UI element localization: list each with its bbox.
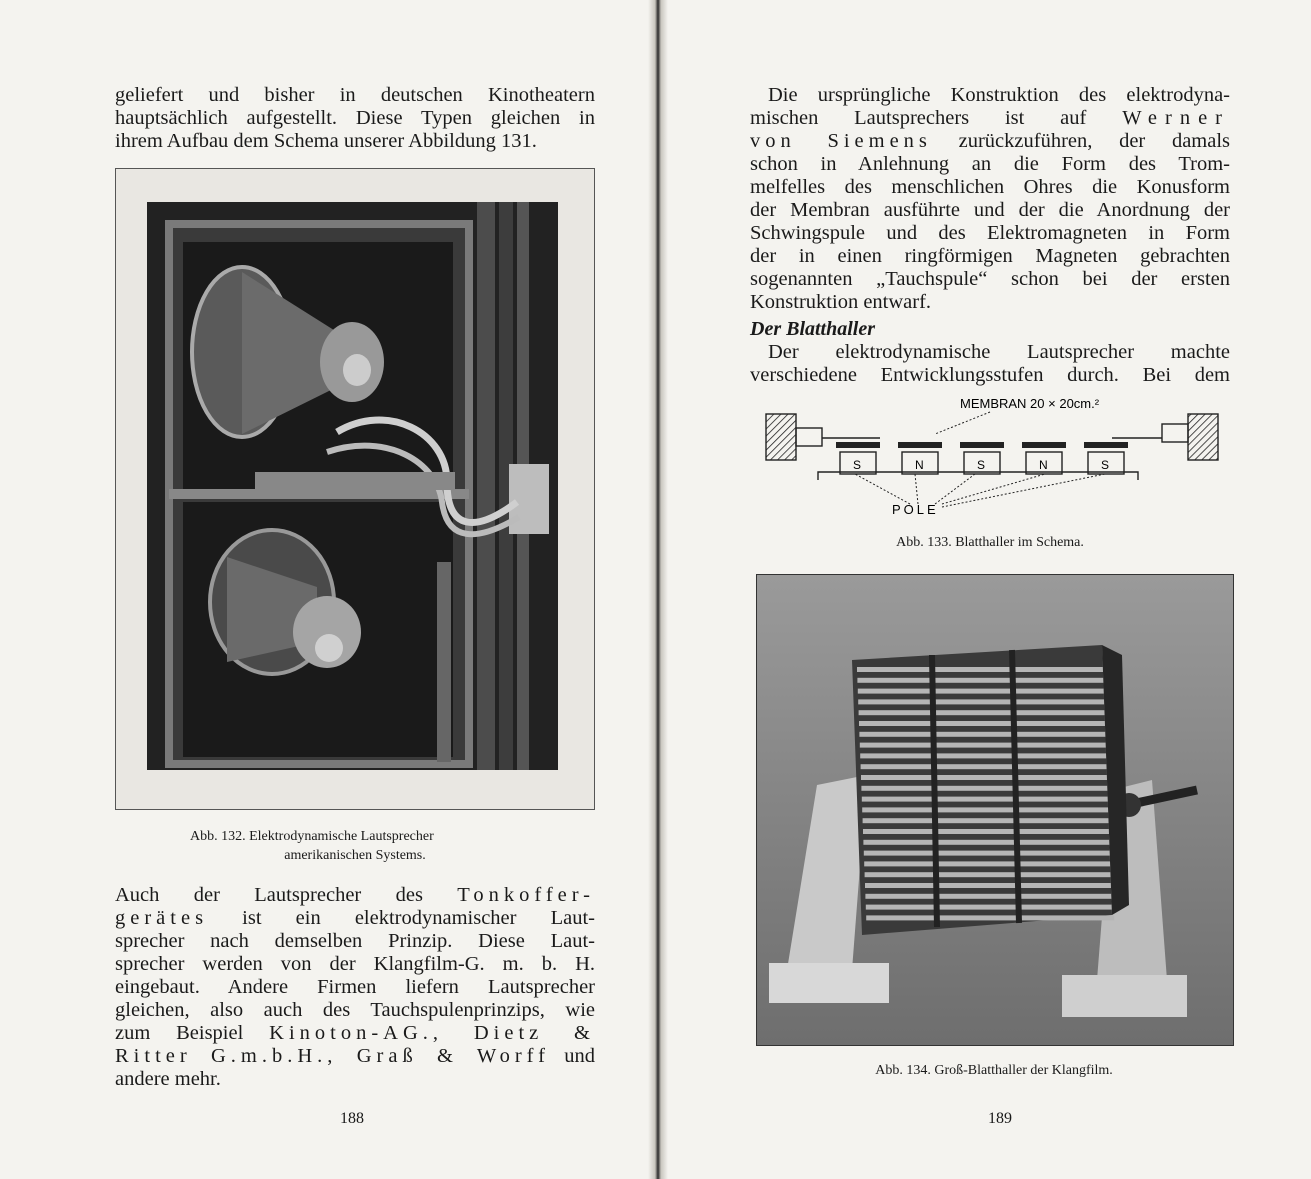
left-para-line-6: gleichen, also auch des Tauchspulenprinzips, wie <box>115 999 595 1021</box>
large-blatthaller-photo <box>757 575 1233 1045</box>
text-run: Auch der Lautsprecher des <box>115 884 423 906</box>
text-run: zum Beispiel <box>115 1022 244 1044</box>
spaced-text-run: gerätes <box>115 907 209 929</box>
grille-slat <box>864 861 1112 866</box>
grille-slat <box>863 840 1111 845</box>
grille-slat <box>861 775 1109 780</box>
right-para1-line-10: Konstruktion entwarf. <box>750 291 932 313</box>
book-gutter <box>648 0 668 1179</box>
right-para1-line-1: Die ursprüngliche Konstruktion des elektrodyna- <box>768 84 1230 106</box>
spaced-text-run: Ritter G.m.b.H., Graß & Worff <box>115 1045 550 1067</box>
figure-132-caption-line-1: Abb. 132. Elektrodynamische Lautsprecher <box>190 829 434 844</box>
left-page-number: 188 <box>340 1110 364 1127</box>
left-para-line-1 <box>115 884 595 907</box>
grille-slat <box>857 678 1105 683</box>
grille-slat <box>865 883 1113 888</box>
spaced-text-run: Werner <box>1122 107 1230 129</box>
grille-slat <box>865 894 1113 899</box>
left-para-line-2 <box>115 907 595 930</box>
left-para-line-3: sprecher nach demselben Prinzip. Diese Laut- <box>115 930 595 952</box>
grille-slat <box>863 829 1111 834</box>
right-para1-line-6: der Membran ausführte und der die Anordnung der <box>750 199 1230 221</box>
left-intro-line-2: hauptsächlich aufgestellt. Diese Typen gleichen in <box>115 107 595 129</box>
grille-slat <box>859 721 1107 726</box>
spaced-text-run: Tonkoffer- <box>457 884 595 906</box>
grille-slat <box>858 689 1106 694</box>
grille-slat <box>858 699 1106 704</box>
pole-label: S <box>853 458 862 472</box>
grille-slat <box>859 732 1107 737</box>
text-run: ist ein elektrodynamischer Laut- <box>242 907 595 929</box>
pole-label: N <box>915 458 924 472</box>
grille-slat <box>865 872 1113 877</box>
loudspeaker-cabinet-photo <box>147 202 558 770</box>
left-intro-line-1: geliefert und bisher in deutschen Kinotheatern <box>115 84 595 106</box>
figure-134-caption: Abb. 134. Groß-Blatthaller der Klangfilm. <box>875 1063 1113 1078</box>
right-para1-line-8: der in einen ringförmigen Magneten gebrachten <box>750 245 1230 267</box>
text-run: mischen Lautsprechers ist auf <box>750 107 1087 129</box>
figure-133-caption: Abb. 133. Blatthaller im Schema. <box>896 535 1084 550</box>
left-intro-line-3: ihrem Aufbau dem Schema unserer Abbildung 131. <box>115 130 537 152</box>
grille-slat <box>857 667 1105 672</box>
membrane-segment <box>898 442 942 448</box>
left-para-line-8 <box>115 1045 595 1068</box>
grille-slat <box>861 786 1109 791</box>
grille-slat <box>862 807 1110 812</box>
right-para1-line-2 <box>750 107 1230 130</box>
spaced-text-run: Kinoton-AG., Dietz & <box>269 1022 596 1044</box>
spaced-text-run: von Siemens <box>750 130 932 152</box>
membran-label: MEMBRAN 20 × 20cm.² <box>960 396 1100 411</box>
grille-slat <box>861 764 1109 769</box>
grille-slat <box>866 905 1114 910</box>
right-para1-line-3 <box>750 130 1230 153</box>
grille-slat <box>859 710 1107 715</box>
membrane-segment <box>960 442 1004 448</box>
membrane-segment <box>1022 442 1066 448</box>
figure-133-schematic <box>760 392 1230 522</box>
section-heading: Der Blatthaller <box>750 318 876 340</box>
membrane-segment <box>836 442 880 448</box>
membrane-segment <box>1084 442 1128 448</box>
left-para-line-7 <box>115 1022 595 1045</box>
right-para1-line-9: sogenannten „Tauchspule“ schon bei der ersten <box>750 268 1230 290</box>
figure-132-caption-line-2: amerikanischen Systems. <box>284 848 426 863</box>
right-page-number: 189 <box>988 1110 1012 1127</box>
text-run: und <box>564 1045 595 1067</box>
grille-slat <box>866 915 1114 920</box>
grille-slat <box>864 851 1112 856</box>
right-para2-line-2: verschiedene Entwicklungsstufen durch. Bei dem <box>750 364 1230 386</box>
grille-slat <box>863 818 1111 823</box>
left-para-line-4: sprecher werden von der Klangfilm-G. m. b. H. <box>115 953 595 975</box>
grille-slat <box>860 753 1108 758</box>
grille-slat <box>860 743 1108 748</box>
figure-134-photo <box>756 574 1234 1046</box>
left-para-line-5: eingebaut. Andere Firmen liefern Lautsprecher <box>115 976 595 998</box>
pole-label: S <box>977 458 986 472</box>
pole-caption: POLE <box>892 502 939 517</box>
figure-132-photo <box>147 202 558 770</box>
pole-label: S <box>1101 458 1110 472</box>
pole-label: N <box>1039 458 1048 472</box>
right-para1-line-7: Schwingspule und des Elektromagneten in Form <box>750 222 1230 244</box>
text-run: zurückzuführen, der damals <box>958 130 1231 152</box>
right-para1-line-5: melfelles des menschlichen Ohres die Konusform <box>750 176 1230 198</box>
grille-slat <box>862 797 1110 802</box>
right-para2-line-1: Der elektrodynamische Lautsprecher machte <box>768 341 1230 363</box>
membrane-segments <box>836 442 1128 474</box>
left-para-line-9: andere mehr. <box>115 1068 221 1090</box>
right-para1-line-4: schon in Anlehnung an die Form des Trom- <box>750 153 1230 175</box>
